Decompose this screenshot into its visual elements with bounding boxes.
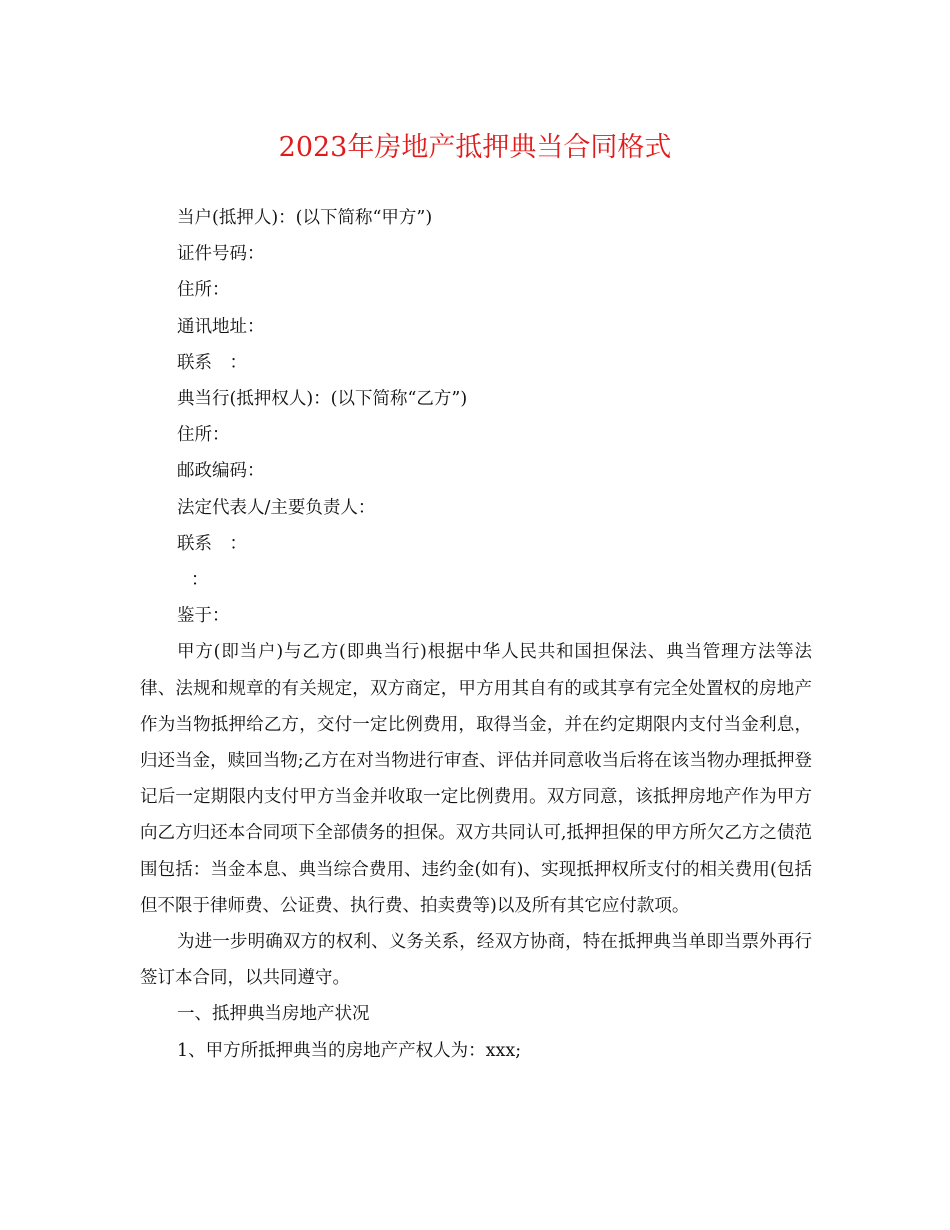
field-contact: 联系 ： bbox=[177, 352, 247, 373]
paragraph-recitals: 甲方(即当户)与乙方(即典当行)根据中华人民共和国担保法、典当管理方法等法律、法规和规章的有关规定，双方商定，甲方用其自有的或其享有完全处置权的房地产作为当物抵押给乙方，交付一定比例费用，取得当金，并在约定期限内支付当金利息，归还当金，赎回当物;乙方在对当物进行审查、评估并同意收当后将在该当物办理抵押登记后一定期限内支付甲方当金并收取一定比例费用。双方同意，该抵押房地产作为甲方向乙方归还本合同项下全部债务的担保。双方共同认可,抵押担保的甲方所欠乙方之债范围包括：当金本息、典当综合费用、违约金(如有)、实现抵押权所支付的相关费用(包括但不限于律师费、公证费、执行费、拍卖费等)以及所有其它应付款项。 bbox=[140, 642, 812, 916]
field-pawnshop: 典当行(抵押权人)：(以下简称“乙方”) bbox=[177, 389, 468, 410]
section-heading-1: 一、抵押典当房地产状况 bbox=[177, 1004, 370, 1025]
field-residence: 住所： bbox=[177, 280, 230, 301]
field-id-number: 证件号码： bbox=[177, 244, 265, 265]
document-title: 2023年房地产抵押典当合同格式 bbox=[278, 132, 672, 163]
whereas-label: 鉴于： bbox=[177, 606, 230, 627]
field-postal-code: 邮政编码： bbox=[177, 461, 265, 482]
field-pawnshop-contact: 联系 ： bbox=[177, 533, 247, 554]
document-body bbox=[140, 200, 812, 1069]
section-1-item-1: 1、甲方所抵押典当的房地产产权人为：xxx; bbox=[177, 1040, 522, 1061]
field-pawner: 当户(抵押人)：(以下简称“甲方”) bbox=[177, 208, 433, 228]
field-pawnshop-residence: 住所： bbox=[177, 425, 230, 446]
paragraph-purpose: 为进一步明确双方的权利、义务关系，经双方协商，特在抵押典当单即当票外再行签订本合同，以共同遵守。 bbox=[140, 932, 812, 989]
field-legal-representative: 法定代表人/主要负责人： bbox=[177, 497, 376, 518]
field-mailing-address: 通讯地址： bbox=[177, 316, 265, 337]
field-extra-colon: ： bbox=[191, 570, 209, 591]
